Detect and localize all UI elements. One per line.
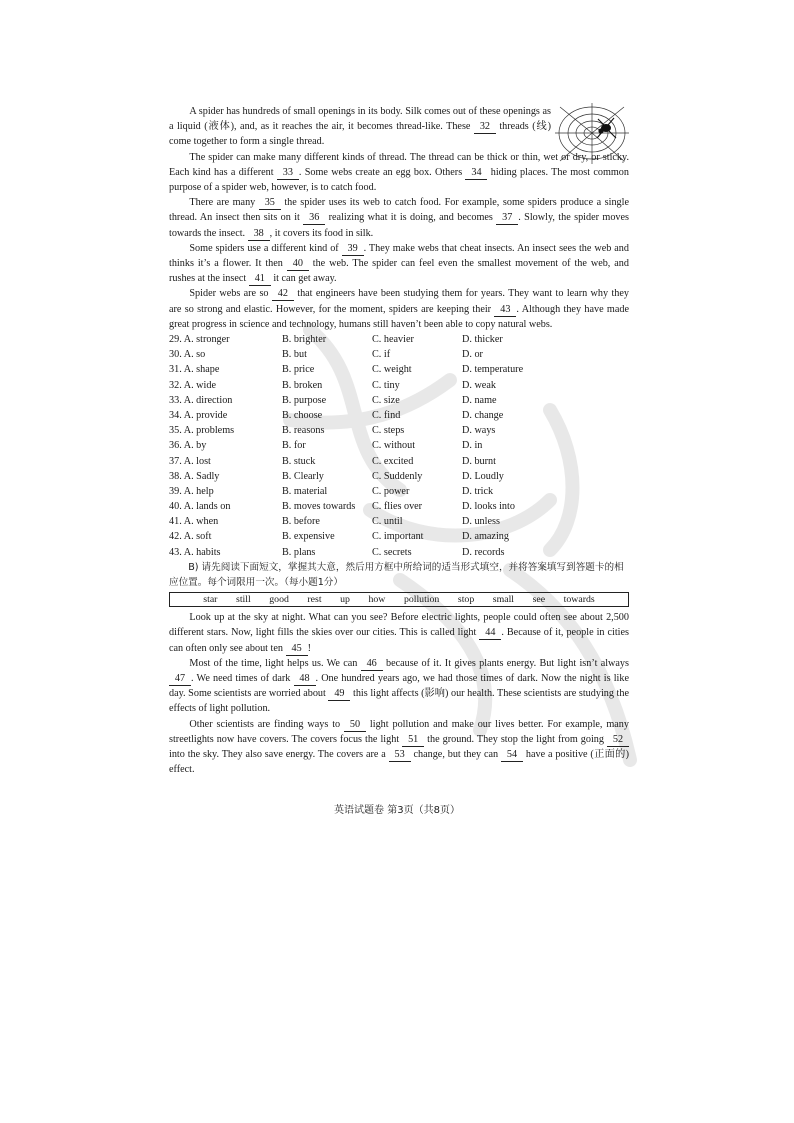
option-b: B. expensive <box>282 531 335 543</box>
option-d: D. in <box>462 440 483 452</box>
option-c: C. if <box>372 349 391 361</box>
option-c: C. weight <box>372 364 412 376</box>
word-box-item: star <box>203 594 218 606</box>
option-row <box>169 438 629 453</box>
word-box-item: still <box>236 594 251 606</box>
option-row <box>169 332 629 347</box>
passage-a-paragraph-4: Some spiders use a different kind of 39 . They make webs that cheat insects. An insect sees the web and thinks it’s a flower. It then 40 the web. The spider can feel even the smallest movement of the web, and rushes at the insect 41 it can get away. <box>169 242 629 285</box>
passage-a-paragraph-2: The spider can make many different kinds of thread. The thread can be thick or thin, wet or dry, or sticky. Each kind has a different 33 . Some webs create an egg box. Others 34 hiding places. The most common purpose of a spider web, however, is to catch food. <box>169 151 629 194</box>
option-a: 32. A. wide <box>169 379 216 391</box>
option-row <box>169 378 629 393</box>
option-d: D. Loudly <box>462 470 504 482</box>
option-d: D. temperature <box>462 364 524 376</box>
option-a: 29. A. stronger <box>169 334 230 346</box>
option-b: B. purpose <box>282 394 327 406</box>
option-b: B. brighter <box>282 334 327 346</box>
blank-40: 40 <box>287 258 309 271</box>
option-a: 39. A. help <box>169 485 214 497</box>
blank-36: 36 <box>303 212 325 225</box>
option-c: C. important <box>372 531 424 543</box>
option-d: D. change <box>462 409 504 421</box>
option-row <box>169 393 629 408</box>
option-a: 42. A. soft <box>169 531 212 543</box>
blank-46: 46 <box>361 658 383 671</box>
option-b: B. reasons <box>282 425 325 437</box>
option-row <box>169 484 629 499</box>
option-b: B. stuck <box>282 455 316 467</box>
word-box-item: how <box>368 594 386 606</box>
section-b-instruction: B) 请先阅读下面短文，掌握其大意，然后用方框中所给词的适当形式填空，并将答案填写到答题卡的相应位置。每个词限用一次。（每小题1分） <box>169 561 624 589</box>
option-a: 37. A. lost <box>169 455 211 467</box>
option-d: D. unless <box>462 516 500 528</box>
option-b: B. Clearly <box>282 470 324 482</box>
blank-47: 47 <box>169 673 191 686</box>
blank-33: 33 <box>277 167 299 180</box>
option-d: D. weak <box>462 379 496 391</box>
passage-b-paragraph-1: Look up at the sky at night. What can you see? Before electric lights, people could often see about 2,500 different stars. Now, light fills the skies over our cities. This is called light 44 . Because of it, people in cities can often only see about ten 45 ! <box>169 612 629 654</box>
option-b: B. broken <box>282 379 323 391</box>
option-d: D. trick <box>462 485 494 497</box>
blank-32: 32 <box>474 121 496 134</box>
option-row <box>169 454 629 469</box>
option-row <box>169 362 629 377</box>
option-a: 38. A. Sadly <box>169 470 220 482</box>
page-footer: 英语试题卷 第3页（共8页） <box>334 805 460 816</box>
option-c: C. flies over <box>372 501 423 513</box>
option-row <box>169 423 629 438</box>
option-row <box>169 529 629 544</box>
option-b: B. for <box>282 440 306 452</box>
passage-a-paragraph-1: A spider has hundreds of small openings in its body. Silk comes out of these openings as a liquid (液体), and, as it reaches the air, it becomes thread-like. These 32 threads (线) come together to form a single thread. <box>169 106 551 148</box>
blank-43: 43 <box>494 304 516 317</box>
option-d: D. ways <box>462 425 496 437</box>
option-a: 30. A. so <box>169 349 206 361</box>
blank-42: 42 <box>272 288 294 301</box>
option-b: B. before <box>282 516 320 528</box>
option-row <box>169 347 629 362</box>
word-box-item: towards <box>563 594 595 606</box>
option-c: C. excited <box>372 455 414 467</box>
passage-b-paragraph-2: Most of the time, light helps us. We can 46 because of it. It gives plants energy. But light isn’t always 47 . We need times of dark 48 . One hundred years ago, we had those times of dark. Now the night is like day. Some scientists are worried about 49 this light affects (影响) our health. These scientists are studying the effects of light pollution. <box>169 657 630 715</box>
blank-39: 39 <box>342 243 364 256</box>
word-box-item: small <box>492 594 515 606</box>
option-d: D. or <box>462 349 483 361</box>
passage-b-paragraph-3: Other scientists are finding ways to 50 light pollution and make our lives better. For example, many streetlights now have covers. The covers focus the light 51 the ground. They stop the light from going 52 into the sky. They also save energy. The covers are a 53 change, but they can 54 have a positive (正面的) effect. <box>169 718 630 776</box>
option-c: C. heavier <box>372 334 414 346</box>
blank-41: 41 <box>249 273 271 286</box>
answer-options <box>169 332 629 560</box>
blank-45: 45 <box>286 643 308 656</box>
option-d: D. records <box>462 546 505 558</box>
option-a: 33. A. direction <box>169 394 233 406</box>
option-row <box>169 545 629 560</box>
option-d: D. thicker <box>462 334 503 346</box>
option-b: B. price <box>282 364 315 376</box>
blank-35: 35 <box>259 197 281 210</box>
word-box-item: rest <box>307 594 322 606</box>
option-d: D. looks into <box>462 501 515 513</box>
word-box-item: good <box>269 594 289 606</box>
option-a: 35. A. problems <box>169 425 235 437</box>
passage-a-paragraph-5: Spider webs are so 42 that engineers have been studying them for years. They want to learn why they are so strong and elastic. However, for the moment, spiders are keeping their 43 . Although they have made great progress in science and technology, humans still haven’t been able to copy natural webs. <box>169 288 630 330</box>
option-a: 31. A. shape <box>169 364 220 376</box>
blank-37: 37 <box>496 212 518 225</box>
word-box-item: pollution <box>403 594 440 606</box>
blank-51: 51 <box>402 734 424 747</box>
option-b: B. but <box>282 349 307 361</box>
option-d: D. name <box>462 394 497 406</box>
option-a: 34. A. provide <box>169 409 228 421</box>
option-c: C. secrets <box>372 546 412 558</box>
option-row <box>169 469 629 484</box>
option-d: D. amazing <box>462 531 509 543</box>
blank-34: 34 <box>465 167 487 180</box>
option-c: C. find <box>372 409 401 421</box>
blank-49: 49 <box>328 688 350 701</box>
option-b: B. moves towards <box>282 501 356 513</box>
option-row <box>169 499 629 514</box>
word-box-item: see <box>532 594 546 606</box>
option-a: 40. A. lands on <box>169 501 231 513</box>
option-c: C. until <box>372 516 403 528</box>
option-b: B. choose <box>282 409 323 421</box>
blank-50: 50 <box>344 719 366 732</box>
blank-52: 52 <box>607 734 629 747</box>
blank-54: 54 <box>501 749 523 762</box>
option-a: 41. A. when <box>169 516 219 528</box>
option-c: C. power <box>372 485 410 497</box>
option-c: C. steps <box>372 425 405 437</box>
passage-a-paragraph-3: There are many 35 the spider uses its web to catch food. For example, some spiders produce a single thread. An insect then sits on it 36 realizing what it is doing, and becomes 37 . Slowly, the spider moves towards the insect. 38 , it covers its food in silk. <box>169 197 630 239</box>
option-c: C. Suddenly <box>372 470 423 482</box>
blank-53: 53 <box>389 749 411 762</box>
option-row <box>169 408 629 423</box>
option-b: B. plans <box>282 546 316 558</box>
option-b: B. material <box>282 485 328 497</box>
word-box-item: up <box>340 594 350 606</box>
option-row <box>169 514 629 529</box>
blank-44: 44 <box>479 627 501 640</box>
word-box-item: stop <box>457 594 475 606</box>
blank-48: 48 <box>294 673 316 686</box>
exam-page-content <box>169 104 629 778</box>
option-c: C. without <box>372 440 416 452</box>
word-box <box>169 592 629 607</box>
blank-38: 38 <box>248 228 270 241</box>
option-d: D. burnt <box>462 455 496 467</box>
option-a: 43. A. habits <box>169 546 221 558</box>
option-c: C. size <box>372 394 400 406</box>
option-c: C. tiny <box>372 379 400 391</box>
option-a: 36. A. by <box>169 440 207 452</box>
